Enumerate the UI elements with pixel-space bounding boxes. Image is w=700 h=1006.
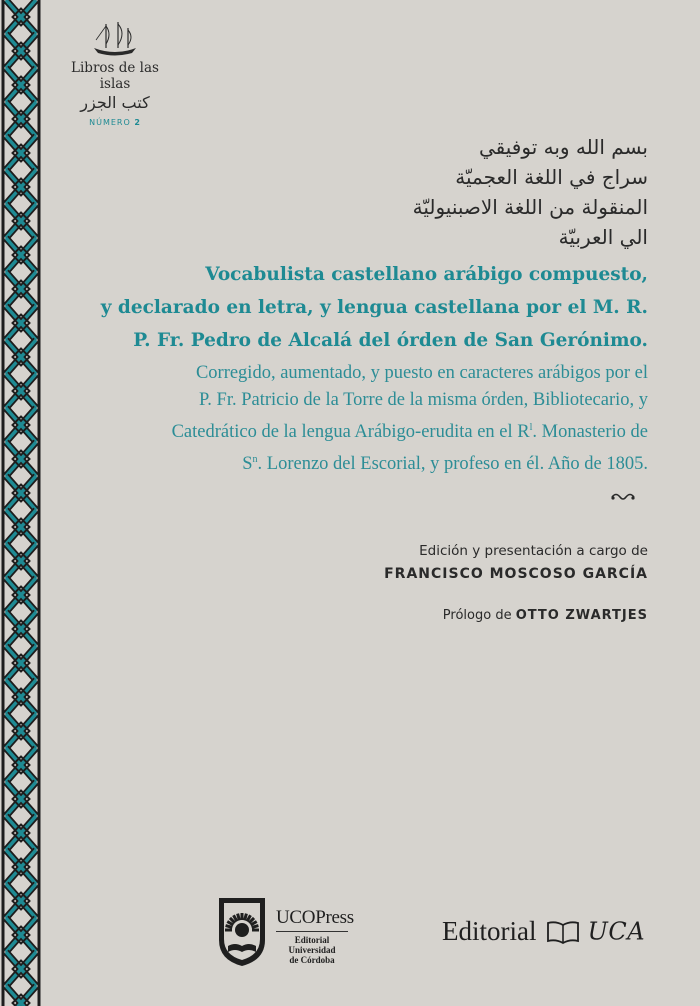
series-number-value: 2 [134, 118, 141, 127]
ucopress-subtitle-1: Editorial Universidad [288, 935, 336, 955]
ship-icon [90, 20, 140, 58]
subtitle-line [48, 414, 648, 446]
interlace-border [0, 0, 42, 1006]
main-title [88, 258, 648, 357]
subtitle-line [48, 446, 648, 478]
ornament-icon [610, 492, 636, 502]
editorial-uca-logo [442, 916, 645, 947]
prologue-author: OTTO ZWARTJES [515, 608, 648, 623]
arabic-title [318, 132, 648, 252]
series-block [60, 20, 170, 127]
uca-editorial-label: Editorial [442, 916, 537, 946]
subtitle-line: Corregido, aumentado, y puesto en caracteres arábigos por el [195, 363, 648, 383]
prologue-label: Prólogo de [442, 608, 512, 623]
ucopress-text [276, 908, 354, 965]
prologue-credit [228, 608, 648, 623]
subtitle-text: . Monasterio de [532, 422, 648, 443]
series-number [60, 118, 170, 127]
publisher-logos [0, 880, 700, 990]
series-number-label: NÚMERO [89, 118, 131, 127]
ucopress-subtitle-2: de Córdoba [289, 955, 335, 965]
subtitle [48, 360, 648, 478]
ucopress-divider [276, 931, 348, 932]
uca-name: UCA [587, 917, 646, 946]
ucopress-logo-icon [215, 894, 269, 968]
arabic-title-line: بسم الله وبه توفيقي [478, 135, 648, 159]
main-title-line: Vocabulista castellano arábigo compuesto, [205, 264, 648, 285]
main-title-line: P. Fr. Pedro de Alcalá del órden de San Gerónimo. [133, 330, 648, 351]
main-title-line: y declarado en letra, y lengua castellana por el M. R. [100, 297, 648, 318]
open-book-icon [546, 920, 580, 944]
subtitle-line: P. Fr. Patricio de la Torre de la misma órden, Bibliotecario, y [199, 390, 648, 410]
arabic-title-line: الي العربيّة [558, 225, 648, 249]
edition-credits [228, 540, 648, 623]
subtitle-text: . Lorenzo del Escorial, y profeso en él. Año de 1805. [257, 454, 648, 475]
arabic-title-line: المنقولة من اللغة الاصبنيوليّة [412, 195, 648, 219]
subtitle-text: S [242, 454, 253, 475]
arabic-title-line: سراج في اللغة العجميّة [455, 165, 648, 189]
ucopress-name: UCOPress [276, 907, 354, 928]
subtitle-superscript: l [529, 422, 533, 433]
editor-name: FRANCISCO MOSCOSO GARCÍA [384, 566, 648, 582]
subtitle-text: Catedrático de la lengua Arábigo-erudita en el R [171, 422, 530, 443]
series-title: Libros de las islas [71, 60, 159, 92]
series-title-arabic: كتب الجزر [80, 93, 150, 112]
edition-label: Edición y presentación a cargo de [419, 543, 648, 559]
subtitle-superscript: n [252, 454, 258, 466]
